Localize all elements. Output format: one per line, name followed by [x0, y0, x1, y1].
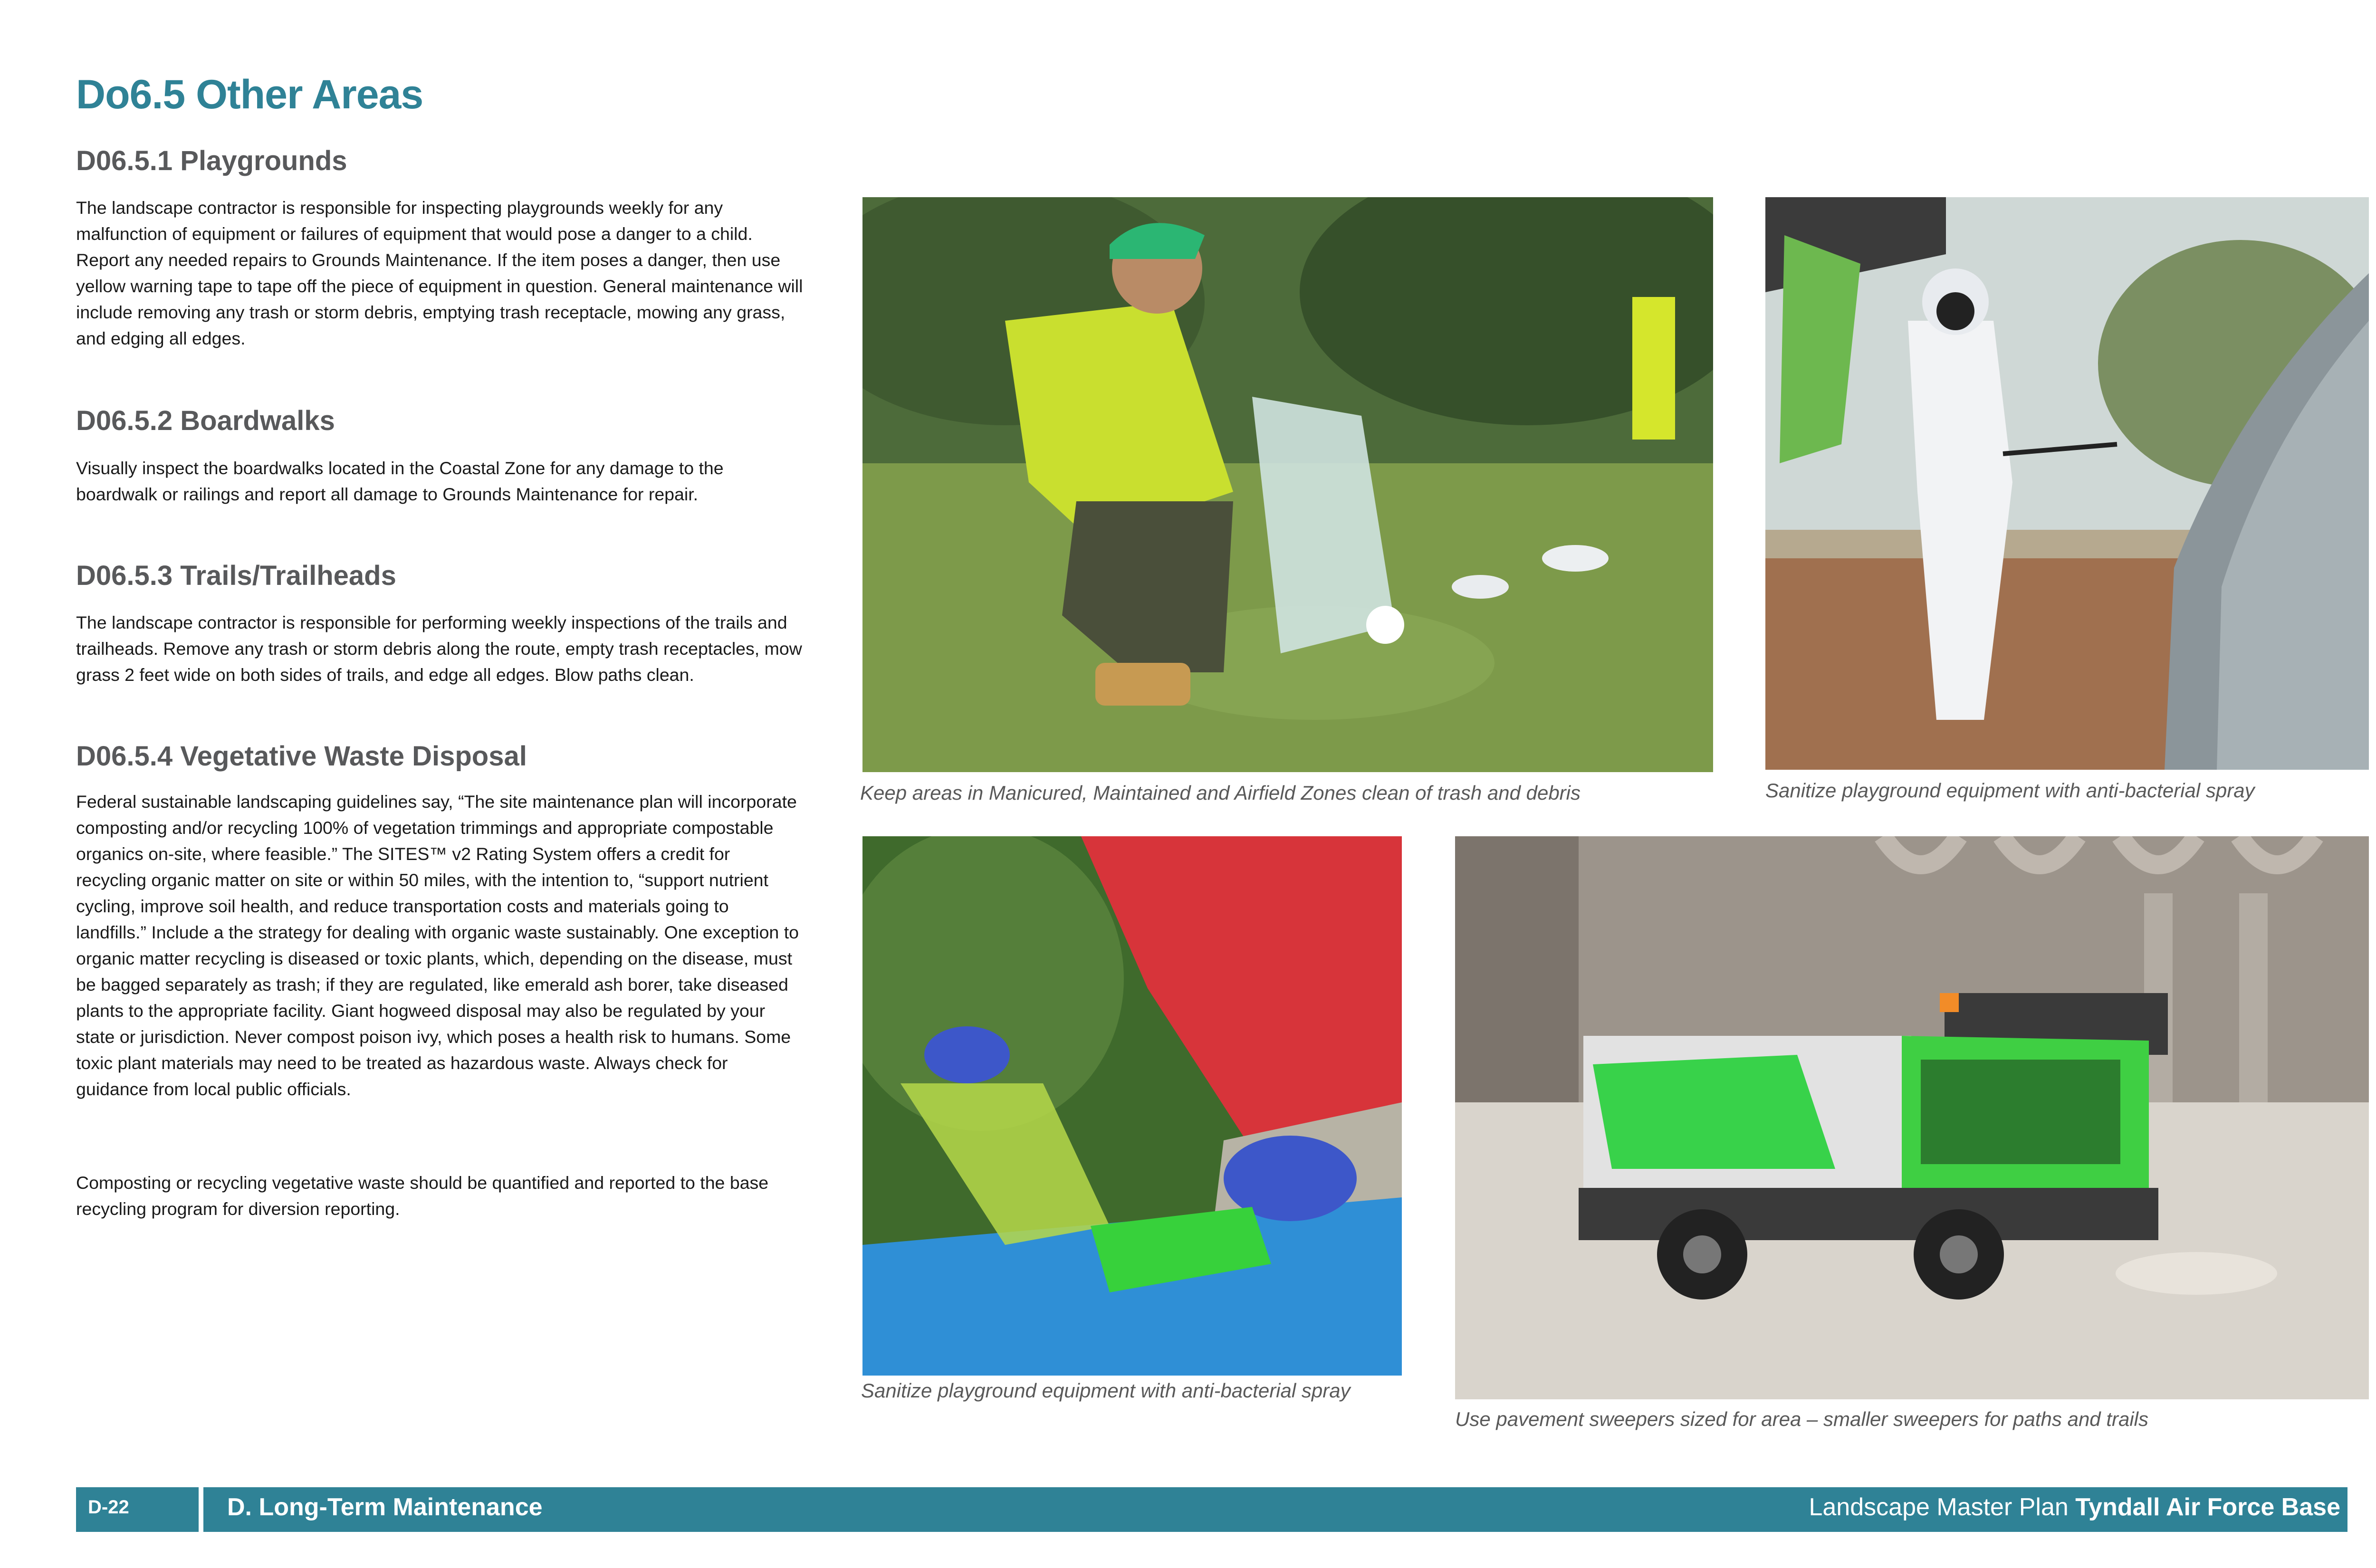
caption-street-sweeper: Use pavement sweepers sized for area – smaller sweepers for paths and trails: [1455, 1408, 2149, 1430]
paragraph-boardwalks: Visually inspect the boardwalks located in the Coastal Zone for any damage to the boardwalk or railings and report all damage to Grounds Maintenance for repair.: [76, 458, 724, 504]
footer-divider: [199, 1487, 203, 1532]
doc-title-prefix: Landscape Master Plan: [1809, 1493, 2069, 1521]
street-sweeper-vehicle-photo: [1455, 836, 2369, 1399]
paragraph-vegetative-waste-1: Federal sustainable landscaping guidelines say, “The site maintenance plan will incorporate composting and/or recycling 100% of vegetation trimmings and appropriate compostable organics on-site, where feasible.” The SITES™ v2 Rating System offers a credit for recycling organic matter on site or within 50 miles, with the intention to, “support nutrient cycling, improve soil health, and reduce transportation costs and materials going to landfills.” Include a the strategy for dealing with organic waste sustainably. One exception to organic matter recycling is diseased or toxic plants, which, depending on the disease, must be bagged separately as trash; if they are regulated, like emerald ash borer, take diseased plants to the appropriate facility. Giant hogweed disposal may also be regulated by your state or jurisdiction. Never compost poison ivy, which poses a health risk to humans. Some toxic plant materials may need to be treated as hazardous waste. Always check for guidance from local public officials.: [76, 792, 799, 1099]
heading-playgrounds: D06.5.1 Playgrounds: [76, 145, 347, 176]
worker-picking-trash-photo: [862, 197, 1713, 772]
page-number: D-22: [88, 1497, 129, 1518]
paragraph-vegetative-waste-2: Composting or recycling vegetative waste should be quantified and reported to the base recycling program for diversion reporting.: [76, 1173, 769, 1219]
page-title: Do6.5 Other Areas: [76, 72, 423, 117]
caption-sanitize-slide: Sanitize playground equipment with anti-bacterial spray: [1765, 779, 2255, 802]
paragraph-playgrounds: The landscape contractor is responsible for inspecting playgrounds weekly for any malfunction of equipment or failures of equipment that would pose a danger to a child. Report any needed repairs to Grounds Maintenance. If the item poses a danger, then use yellow warning tape to tape off the piece of equipment in question. General maintenance will include removing any trash or storm debris, emptying trash receptacle, mowing any grass, and edging all edges.: [76, 198, 803, 348]
hazmat-spraying-slide-photo: [1765, 197, 2369, 770]
doc-title-base-name: Tyndall Air Force Base: [2075, 1493, 2340, 1521]
heading-boardwalks: D06.5.2 Boardwalks: [76, 405, 335, 436]
gloved-hands-spray-bottle-photo: [862, 836, 1402, 1376]
heading-trails: D06.5.3 Trails/Trailheads: [76, 560, 396, 591]
footer-section-title: D. Long-Term Maintenance: [227, 1493, 543, 1521]
footer-document-title: [1809, 1493, 2340, 1521]
caption-trash-cleanup: Keep areas in Manicured, Maintained and Airfield Zones clean of trash and debris: [860, 782, 1581, 804]
paragraph-trails: The landscape contractor is responsible for performing weekly inspections of the trails and trailheads. Remove any trash or storm debris along the route, empty trash receptacles, mow grass 2 feet wide on both sides of trails, and edge all edges. Blow paths clean.: [76, 612, 802, 685]
heading-vegetative-waste: D06.5.4 Vegetative Waste Disposal: [76, 741, 527, 772]
caption-sanitize-hands: Sanitize playground equipment with anti-bacterial spray: [861, 1379, 1351, 1402]
